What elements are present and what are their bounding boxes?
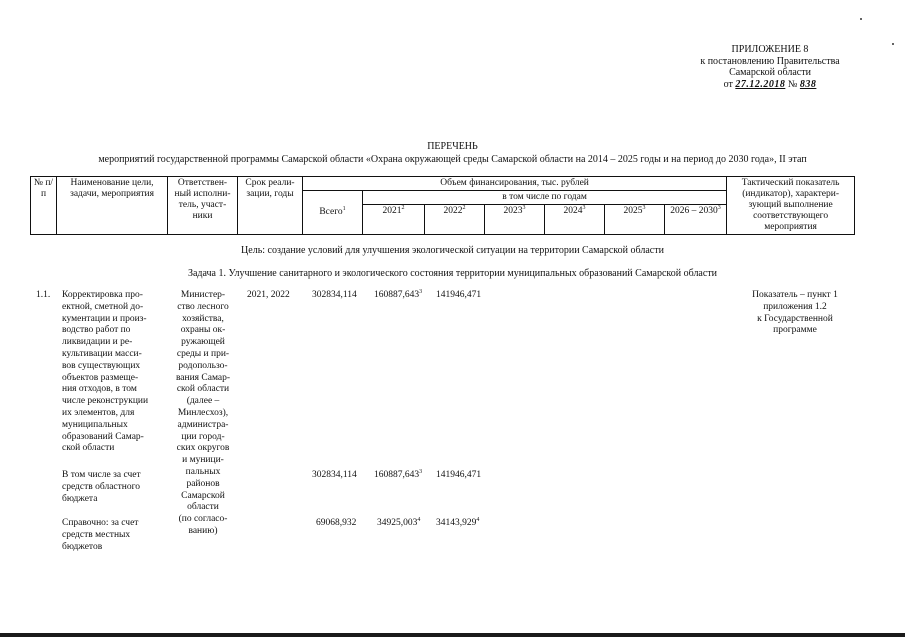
- row-responsible-line: среды и при-: [176, 348, 230, 359]
- row-responsible-line: ской области: [176, 384, 230, 395]
- row-name-line: кументации и произ-: [62, 313, 147, 324]
- header-name: Наименование цели, задачи, мероприятия: [57, 177, 168, 235]
- row-responsible-line: ции город-: [181, 431, 225, 442]
- row-name-line: числе реконструкции: [62, 396, 149, 407]
- document-subtitle: мероприятий государственной программы Самарской области «Охрана окружающей среды Самарской области на 2014 – 2025 годы и на период до 2030 года», II этап: [98, 154, 807, 165]
- scan-speck: [860, 18, 862, 20]
- row-indicator: [740, 290, 850, 337]
- row-responsible-line: пальных: [185, 466, 221, 477]
- header-year-2021: 2021$^2$: [363, 205, 425, 235]
- header-table: [30, 176, 855, 235]
- header-num: № п/п: [31, 177, 57, 235]
- row-responsible-line: хозяйства,: [182, 313, 224, 324]
- row-name-line: ектной, сметной до-: [62, 301, 144, 312]
- row-name-line: Корректировка про-: [62, 290, 143, 300]
- sub2-2021: 34925,003$^4$: [377, 516, 421, 528]
- row-name-line: культивации масси-: [62, 348, 142, 359]
- row-years: 2021, 2022: [247, 290, 290, 300]
- handwritten-number: 838: [799, 78, 817, 90]
- header-including: в том числе по годам: [363, 191, 727, 205]
- sub1-2022: 141946,471: [436, 470, 482, 480]
- scan-bottom-edge: [0, 633, 905, 637]
- sub1-total: 302834,114: [312, 470, 357, 480]
- row-responsible-line: Министер-: [180, 290, 226, 300]
- document-title: ПЕРЕЧЕНЬ: [427, 141, 478, 152]
- appendix-date-line: [680, 79, 860, 91]
- header-year-2024: 2024$^3$: [545, 205, 605, 235]
- row-indicator-line: Показатель – пункт 1: [752, 290, 838, 300]
- header-term: Срок реали-зации, годы: [238, 177, 303, 235]
- sub1-2021: 160887,643$^3$: [374, 468, 423, 480]
- row-responsible-line: ружающей: [181, 337, 225, 348]
- header-total: [303, 191, 363, 235]
- row-responsible-line: области: [187, 502, 219, 513]
- number-label: №: [787, 78, 798, 90]
- sub2-name-line: бюджетов: [62, 541, 103, 552]
- row-name-line: объектов размеще-: [62, 372, 139, 383]
- row-indicator-line: к Государственной: [757, 313, 833, 324]
- appendix-block: [680, 44, 860, 90]
- appendix-line2: к постановлению Правительства: [700, 55, 840, 67]
- row-2021: 160887,643$^3$: [374, 288, 423, 300]
- goal-text: Цель: создание условий для улучшения экологической ситуации на территории Самарской области: [241, 245, 664, 256]
- row-name-line: ликвидации и ре-: [62, 337, 133, 348]
- sub1-name-line: В том числе за счет: [62, 470, 141, 480]
- header-responsible: Ответствен-ный исполни-тель, участ-ники: [168, 177, 238, 235]
- row-responsible-line: администра-: [177, 419, 229, 430]
- row-name-line: водство работ по: [62, 325, 131, 336]
- sub2-name-line: средств местных: [62, 529, 131, 540]
- sub1-name-line: бюджета: [62, 493, 98, 504]
- row-responsible: [171, 290, 235, 538]
- row-responsible-line: ских округов: [176, 443, 230, 454]
- row-2022: 141946,471: [436, 290, 482, 300]
- row-name-line: образований Самар-: [62, 431, 144, 442]
- row-name-line: вов существующих: [62, 360, 141, 371]
- row-responsible-line: ство лесного: [177, 301, 229, 312]
- row-name-line: муниципальных: [62, 419, 128, 430]
- row-name-line: ской области: [62, 443, 115, 454]
- row-responsible-line: вания Самар-: [175, 372, 231, 383]
- header-year-2025: 2025$^3$: [605, 205, 665, 235]
- appendix-line3: Самарской области: [729, 67, 811, 78]
- task-text: Задача 1. Улучшение санитарного и экологического состояния территории муниципальных образований Самарской области: [187, 268, 718, 279]
- sub1-name-line: средств областного: [62, 481, 141, 492]
- row-responsible-line: охраны ок-: [180, 325, 226, 336]
- header-year-2023: 2023$^3$: [485, 205, 545, 235]
- row-indicator-line: приложения 1.2: [763, 301, 827, 312]
- from-label: от: [723, 78, 733, 90]
- row-responsible-line: (далее –: [186, 396, 220, 407]
- row-responsible-line: Самарской: [181, 490, 225, 501]
- sub2-name-line: Справочно: за счет: [62, 518, 139, 528]
- sub1-name: [62, 470, 172, 505]
- row-responsible-line: ванию): [188, 525, 218, 536]
- header-total-label: Всего: [319, 207, 343, 217]
- sub2-name: [62, 518, 172, 553]
- row-name-line: ния отходов, в том: [62, 384, 137, 395]
- sub2-total: 69068,932: [316, 518, 357, 528]
- header-year-2026-2030: 2026 – 2030$^3$: [665, 205, 727, 235]
- sub2-2022: 34143,929$^4$: [436, 516, 480, 528]
- row-indicator-line: программе: [773, 325, 817, 336]
- header-indicator: Тактический показатель (индикатор), характери-зующий выполнение соответствующего мероприятия: [727, 177, 855, 235]
- row-responsible-line: Минлесхоз),: [177, 407, 229, 418]
- row-responsible-line: (по согласо-: [178, 514, 228, 525]
- row-total: 302834,114: [312, 290, 357, 300]
- row-responsible-line: родопользо-: [178, 360, 228, 371]
- appendix-line1: ПРИЛОЖЕНИЕ 8: [731, 44, 809, 55]
- scan-speck: [892, 43, 894, 45]
- row-responsible-line: и муници-: [182, 455, 224, 466]
- row-name-line: их элементов, для: [62, 407, 135, 418]
- handwritten-date: 27.12.2018: [735, 78, 786, 90]
- header-total-sup: 1: [342, 205, 346, 212]
- row-responsible-line: районов: [186, 478, 220, 489]
- row-number: 1.1.: [36, 290, 51, 300]
- header-funding: Объем финансирования, тыс. рублей: [303, 177, 727, 191]
- row-name: [62, 290, 172, 455]
- header-year-2022: 2022$^2$: [425, 205, 485, 235]
